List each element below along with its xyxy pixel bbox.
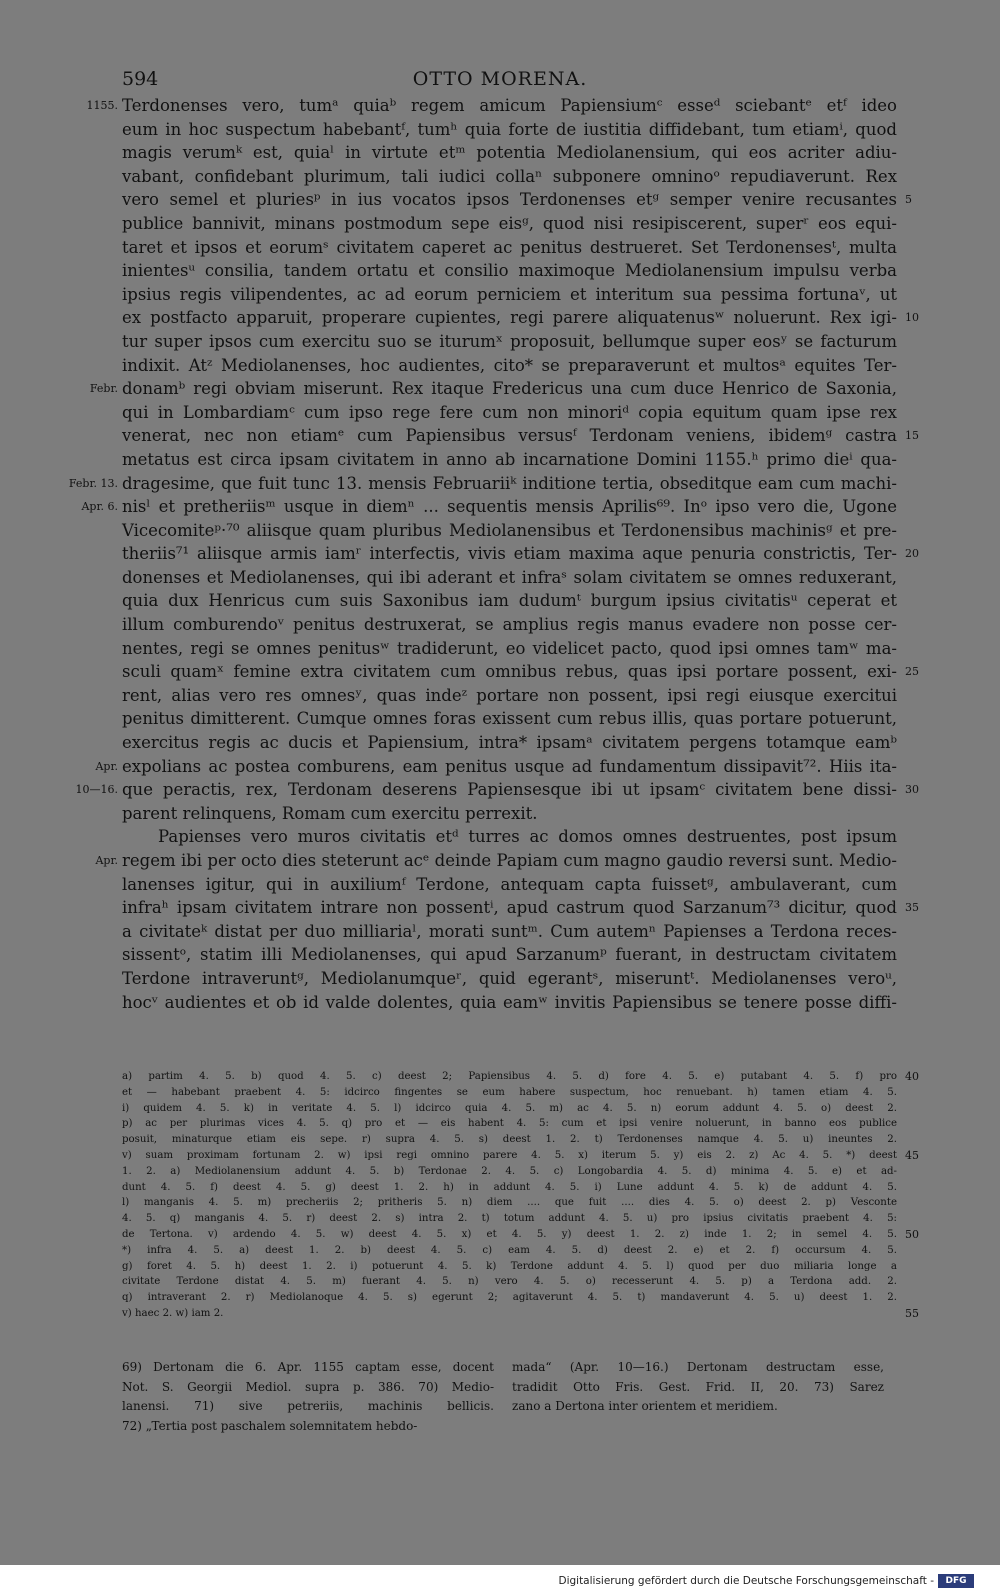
text-line <box>122 330 897 354</box>
variant-text: *) infra 4. 5. a) deest 1. 2. b) deest 4. 5. c) eam 4. 5. d) deest 2. e) et 2. f) occursum 4. 5. <box>122 1244 897 1256</box>
text-line <box>122 589 897 613</box>
text-line <box>122 660 919 684</box>
line-text: sculi quamˣ femine extra civitatem cum omnibus rebus, quas ipsi portare possent, exi- <box>122 662 897 682</box>
line-text: infraʰ ipsam civitatem intrare non possentⁱ, apud castrum quod Sarzanum⁷³ dicitur, quod <box>122 898 897 918</box>
variant-text: a) partim 4. 5. b) quod 4. 5. c) deest 2; Papiensibus 4. 5. d) fore 4. 5. e) putabant 4. 5. f) pro <box>122 1071 897 1082</box>
footnote-line <box>122 1378 494 1398</box>
variant-text: 4. 5. q) manganis 4. 5. r) deest 2. s) intra 2. t) totum addunt 4. 5. u) pro ipsius civitatis praebent 4. 5: <box>122 1213 897 1225</box>
text-line <box>122 731 897 755</box>
variant-text: civitate Terdone distat 4. 5. m) fuerant 4. 5. n) vero 4. 5. o) recesserunt 4. 5. p) a Terdona add. 2. <box>122 1276 897 1288</box>
line-text: expolians ac postea comburens, eam penitus usque ad fundamentum dissipavit⁷². Hiis ita- <box>122 756 897 776</box>
margin-date-note: Febr. 13. <box>68 476 118 490</box>
footnote-line <box>122 1417 494 1437</box>
variant-text: i) quidem 4. 5. k) in veritate 4. 5. l) idcirco quia 4. 5. m) ac 4. 5. n) eorum addunt 4. 5. o) deest 2. <box>122 1102 897 1114</box>
footnote-text: 72) „Tertia post paschalem solemnitatem hebdo- <box>122 1418 418 1433</box>
margin-date-note: 10—16. <box>75 783 118 797</box>
variant-text: de Tertona. v) ardendo 4. 5. w) deest 4. 5. x) et 4. 5. y) deest 1. 2. z) inde 1. 2; in semel 4. 5. <box>122 1228 897 1240</box>
text-line <box>86 94 897 118</box>
text-line <box>122 354 897 378</box>
line-number: 55 <box>905 1306 919 1320</box>
text-line <box>122 283 897 307</box>
line-text: que peractis, rex, Terdonam deserens Papiensesque ibi ut ipsamᶜ civitatem bene dissi- <box>122 780 897 800</box>
line-text: metatus est circa ipsam civitatem in anno ab incarnatione Domini 1155.ʰ primo dieⁱ qua- <box>122 449 897 469</box>
line-number: 15 <box>905 429 919 443</box>
variant-text: 1. 2. a) Mediolanensium addunt 4. 5. b) Terdonae 2. 4. 5. c) Longobardia 4. 5. d) minima 4. 5. e) et ad- <box>122 1165 897 1177</box>
variant-line <box>122 1164 897 1180</box>
variant-line <box>122 1243 897 1259</box>
footnote-text: tradidit Otto Fris. Gest. Frid. II, 20. 73) Sarez <box>512 1379 884 1394</box>
margin-date-note: Apr. <box>95 759 118 773</box>
line-text: parent relinquens, Romam cum exercitu perrexit. <box>122 803 538 823</box>
line-text: Papienses vero muros civitatis etᵈ turres ac domos omnes destruentes, post ipsum <box>158 827 897 847</box>
line-text: quia dux Henricus cum suis Saxonibus iam dudumᵗ burgum ipsius civitatisᵘ ceperat et <box>122 591 897 611</box>
running-title: OTTO MORENA. <box>412 68 588 90</box>
line-text: hocᵛ audientes et ob id valde dolentes, quia eamʷ invitis Papiensibus se tenere posse diffi- <box>122 992 897 1012</box>
page-number: 594 <box>122 68 159 90</box>
line-text: nisˡ et pretheriisᵐ usque in diemⁿ ... sequentis mensis Aprilis⁶⁹. Inᵒ ipso vero die, Ugone <box>122 497 897 517</box>
variant-text: g) foret 4. 5. h) deest 1. 2. i) potuerunt 4. 5. k) Terdone addunt 4. 5. l) quod per duo miliaria longe a <box>122 1260 897 1272</box>
text-line <box>122 401 897 425</box>
text-line <box>122 873 897 897</box>
line-text: Vicecomiteᵖ·⁷⁰ aliisque quam pluribus Mediolanensibus et Terdonensibus machinisᵍ et pre- <box>122 520 897 540</box>
line-text: ipsius regis vilipendentes, ac ad eorum perniciem et interitum sua pessima fortunaᵛ, ut <box>122 284 897 304</box>
line-text: Terdonenses vero, tumᵃ quiaᵇ regem amicum Papiensiumᶜ esseᵈ sciebantᵉ etᶠ ideo <box>122 96 897 115</box>
text-line <box>122 424 919 448</box>
line-text: penitus dimitterent. Cumque omnes foras exissent cum rebus illis, quas portare potuerunt, <box>122 709 897 729</box>
variant-readings <box>122 1069 919 1322</box>
line-text: a civitateᵏ distat per duo milliariaˡ, morati suntᵐ. Cum autemⁿ Papienses a Terdona reces- <box>122 921 897 941</box>
footnote-line <box>512 1358 884 1378</box>
footnote-line <box>512 1378 884 1398</box>
line-text: magis verumᵏ est, quiaˡ in virtute etᵐ potentia Mediolanensium, qui eos acriter adiu- <box>122 143 897 163</box>
text-line <box>122 825 897 849</box>
variant-line <box>122 1306 919 1322</box>
line-number: 35 <box>905 901 919 915</box>
line-text: vabant, confidebant plurimum, tali iudici collaⁿ subponere omninoᵒ repudiaverunt. Rex <box>122 166 897 186</box>
line-text: eum in hoc suspectum habebantᶠ, tumʰ quia forte de iustitia diffidebant, tum etiamⁱ, quod <box>122 119 897 139</box>
text-line <box>95 849 897 873</box>
footer-bar <box>0 1565 1000 1595</box>
variant-text: l) manganis 4. 5. m) precheriis 2; pritheris 5. n) diem .... que fuit .... dies 4. 5. o) deest 2. p) Vesconte <box>122 1197 897 1209</box>
variant-line <box>122 1227 919 1243</box>
margin-date-note: 1155. <box>86 99 118 112</box>
text-line <box>122 141 897 165</box>
margin-date-note: Apr. <box>95 854 118 867</box>
text-line <box>122 259 897 283</box>
text-line <box>122 212 897 236</box>
variant-line <box>122 1116 897 1132</box>
footnote-line <box>122 1397 494 1417</box>
variant-line <box>122 1148 919 1164</box>
variant-line <box>122 1069 919 1085</box>
line-text: indixit. Atᶻ Mediolanenses, hoc audientes, cito* se preparaverunt et multosᵃ equites Ter- <box>122 355 897 375</box>
variant-line <box>122 1259 897 1275</box>
text-line <box>122 637 897 661</box>
text-line <box>122 188 912 212</box>
line-number: 45 <box>905 1148 919 1162</box>
text-line <box>122 519 897 543</box>
variant-line <box>122 1085 897 1101</box>
text-line <box>122 943 897 967</box>
line-number: 25 <box>905 665 919 679</box>
text-line <box>122 896 919 920</box>
text-line <box>122 967 897 991</box>
text-line <box>89 377 897 401</box>
variant-line <box>122 1290 897 1306</box>
text-line <box>75 778 919 802</box>
footnote-line <box>122 1358 494 1378</box>
line-text: lanenses igitur, qui in auxiliumᶠ Terdone, antequam capta fuissetᵍ, ambulaverant, cum <box>122 874 897 894</box>
main-text <box>68 94 919 1014</box>
margin-date-note: Apr. 6. <box>81 500 118 514</box>
text-line <box>122 613 897 637</box>
footnote-text: Not. S. Georgii Mediol. supra p. 386. 70) Medio- <box>122 1379 494 1394</box>
footnotes <box>122 1358 897 1438</box>
text-line <box>122 118 897 142</box>
line-text: inientesᵘ consilia, tandem ortatu et consilio maximoque Mediolanensium impulsu verba <box>122 261 897 281</box>
text-line <box>122 802 897 826</box>
text-line <box>122 542 919 566</box>
line-text: taret et ipsos et eorumˢ civitatem caperet ac penitus destrueret. Set Terdonensesᵗ, multa <box>122 237 897 257</box>
text-line <box>68 472 897 496</box>
text-line <box>122 448 897 472</box>
text-line <box>122 920 897 944</box>
footnote-text: mada“ (Apr. 10—16.) Dertonam destructam esse, <box>512 1360 884 1374</box>
footnote-text: lanensi. 71) sive petreriis, machinis bellicis. <box>122 1399 494 1413</box>
line-number: 10 <box>905 311 919 325</box>
text-line <box>122 707 897 731</box>
text-line <box>81 495 897 519</box>
text-line <box>122 684 897 708</box>
line-text: sissentᵒ, statim illi Mediolanenses, qui apud Sarzanumᵖ fuerant, in destructam civitatem <box>122 945 897 965</box>
line-text: exercitus regis ac ducis et Papiensium, intra* ipsamᵃ civitatem pergens totamque eamᵇ <box>122 733 897 753</box>
line-text: illum comburendoᵛ penitus destruxerat, se amplius regis manus evadere non posse cer- <box>122 615 897 635</box>
text-line <box>95 755 897 779</box>
line-text: tur super ipsos cum exercitu suo se iturumˣ proposuit, bellumque super eosʸ se facturum <box>122 331 897 351</box>
line-text: donamᵇ regi obviam miserunt. Rex itaque Fredericus una cum duce Henrico de Saxonia, <box>122 379 897 399</box>
line-number: 40 <box>905 1070 919 1083</box>
line-number: 20 <box>905 547 919 561</box>
variant-line <box>122 1211 897 1227</box>
dfg-logo: DFG <box>938 1574 974 1588</box>
variant-line <box>122 1132 897 1148</box>
line-text: Terdone intraveruntᵍ, Mediolanumqueʳ, quid egerantˢ, miseruntᵗ. Mediolanenses veroᵘ, <box>122 968 897 988</box>
line-text: nentes, regi se omnes penitusʷ tradiderunt, eo videlicet pacto, quod ipsi omnes tamʷ ma- <box>122 638 897 658</box>
footnote-line <box>512 1397 884 1417</box>
variant-text: dunt 4. 5. f) deest 4. 5. g) deest 1. 2. h) in addunt 4. 5. i) Lune addunt 4. 5. k) de addunt 4. 5. <box>122 1181 897 1193</box>
variant-text: p) ac per plurimas vices 4. 5. q) pro et — eis habent 4. 5: cum et ipsi venire noluerunt, in banno eos publice <box>122 1118 897 1130</box>
line-text: dragesime, que fuit tunc 13. mensis Februariiᵏ inditione tertia, obseditque eam cum machi- <box>122 473 897 493</box>
variant-line <box>122 1180 897 1196</box>
variant-text: posuit, minaturque etiam eis sepe. r) supra 4. 5. s) deest 1. 2. t) Terdonenses namque 4. 5. u) ineuntes 2. <box>122 1134 897 1146</box>
variant-text: et — habebant praebent 4. 5: idcirco fingentes se eum habere suspectum, hoc renuebant. h) tamen etiam 4. 5. <box>122 1086 897 1098</box>
line-text: rent, alias vero res omnesʸ, quas indeᶻ portare non possent, ipsi regi eiusque exercitui <box>122 685 897 705</box>
funding-notice: Digitalisierung gefördert durch die Deutsche Forschungsgemeinschaft - <box>558 1575 934 1587</box>
variant-line <box>122 1274 897 1290</box>
line-text: venerat, nec non etiamᵉ cum Papiensibus versusᶠ Terdonam veniens, ibidemᵍ castra <box>122 426 897 446</box>
line-text: donenses et Mediolanenses, qui ibi aderant et infraˢ solam civitatem se omnes reduxerant, <box>122 567 897 587</box>
line-text: qui in Lombardiamᶜ cum ipso rege fere cum non minoriᵈ copia equitum quam ipse rex <box>122 402 897 422</box>
variant-line <box>122 1195 897 1211</box>
text-line <box>122 236 897 260</box>
line-text: theriis⁷¹ aliisque armis iamʳ interfectis, vivis etiam maxima aque penuria constrictis, Ter- <box>122 544 897 564</box>
text-line <box>122 991 897 1015</box>
text-line <box>122 306 919 330</box>
variant-text: q) intraverant 2. r) Mediolanoque 4. 5. s) egerunt 2; agitaverunt 4. 5. t) mandaverunt 4. 5. u) deest 1. 2. <box>122 1292 897 1304</box>
footnotes-left-column <box>122 1358 494 1436</box>
line-text: publice bannivit, minans postmodum sepe eisᵍ, quod nisi resipiscerent, superʳ eos equi- <box>122 213 897 233</box>
text-line <box>122 566 897 590</box>
line-text: vero semel et pluriesᵖ in ius vocatos ipsos Terdonenses etᵍ semper venire recusantes <box>122 190 897 210</box>
footnotes-right-column <box>512 1358 884 1417</box>
footnote-text: 69) Dertonam die 6. Apr. 1155 captam esse, docent <box>122 1360 494 1374</box>
line-number: 50 <box>905 1227 919 1241</box>
line-text: regem ibi per octo dies steterunt acᵉ deinde Papiam cum magno gaudio reversi sunt. Medio- <box>122 851 897 870</box>
line-text: ex postfacto apparuit, properare cupientes, regi parere aliquatenusʷ noluerunt. Rex igi- <box>122 308 897 328</box>
line-number: 5 <box>905 193 912 207</box>
variant-line <box>122 1101 897 1117</box>
margin-date-note: Febr. <box>89 382 118 396</box>
variant-text: v) suam proximam fortunam 2. w) ipsi regi omnino parere 4. 5. x) iterum 5. y) eis 2. z) Ac 4. 5. *) deest <box>122 1149 897 1161</box>
text-line <box>122 165 897 189</box>
footnote-text: zano a Dertona inter orientem et meridiem. <box>512 1399 778 1413</box>
line-number: 30 <box>905 783 919 797</box>
variant-text: v) haec 2. w) iam 2. <box>122 1307 224 1319</box>
